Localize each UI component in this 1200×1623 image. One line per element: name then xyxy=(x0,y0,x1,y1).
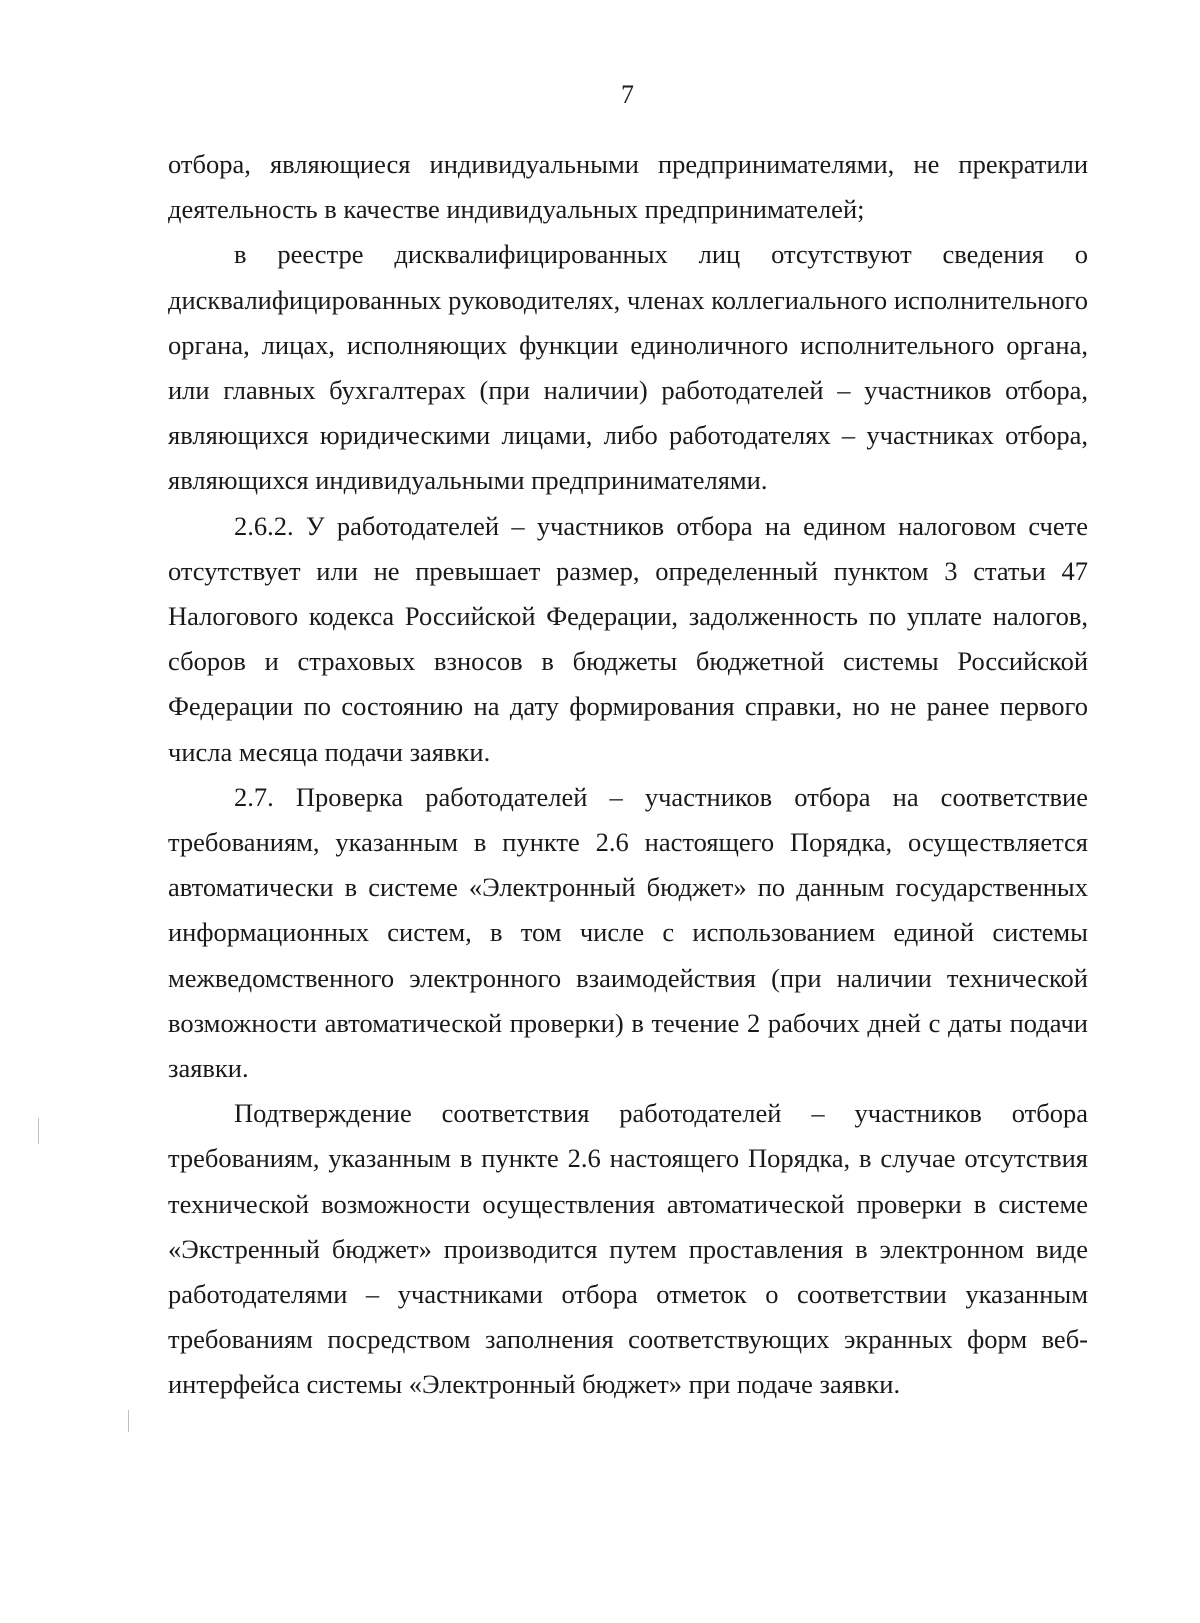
paragraph-continuation: отбора, являющиеся индивидуальными предпринимателями, не прекратили деятельность в качестве индивидуальных предпринимателей; xyxy=(168,149,1088,225)
document-body xyxy=(168,142,1088,1408)
paragraph-confirmation: Подтверждение соответствия работодателей – участников отбора требованиям, указанным в пункте 2.6 настоящего Порядка, в случае отсутствия технической возможности осуществления автоматической проверки в системе «Экстренный бюджет» производится путем проставления в электронном виде работодателями – участниками отбора отметок о соответствии указанным требованиям посредством заполнения соответствующих экранных форм веб-интерфейса системы «Электронный бюджет» при подаче заявки. xyxy=(168,1098,1088,1400)
page-number: 7 xyxy=(621,80,634,109)
scan-artifact xyxy=(38,1118,39,1144)
scan-artifact xyxy=(128,1410,129,1432)
paragraph-2-6-2: 2.6.2. У работодателей – участников отбора на едином налоговом счете отсутствует или не превышает размер, определенный пунктом 3 статьи 47 Налогового кодекса Российской Федерации, задолженность по уплате налогов, сборов и страховых взносов в бюджеты бюджетной системы Российской Федерации по состоянию на дату формирования справки, но не ранее первого числа месяца подачи заявки. xyxy=(168,510,1088,767)
paragraph-2-7: 2.7. Проверка работодателей – участников отбора на соответствие требованиям, указанным в пункте 2.6 настоящего Порядка, осуществляется автоматически в системе «Электронный бюджет» по данным государственных информационных систем, в том числе с использованием единой системы межведомственного электронного взаимодействия (при наличии технической возможности автоматической проверки) в течение 2 рабочих дней с даты подачи заявки. xyxy=(168,781,1088,1084)
paragraph-disqualified-registry: в реестре дисквалифицированных лиц отсутствуют сведения о дисквалифицированных руководителях, членах коллегиального исполнительного органа, лицах, исполняющих функции единоличного исполнительного органа, или главных бухгалтерах (при наличии) работодателей – участников отбора, являющихся юридическими лицами, либо работодателях – участниках отбора, являющихся индивидуальными предпринимателями. xyxy=(168,239,1088,496)
